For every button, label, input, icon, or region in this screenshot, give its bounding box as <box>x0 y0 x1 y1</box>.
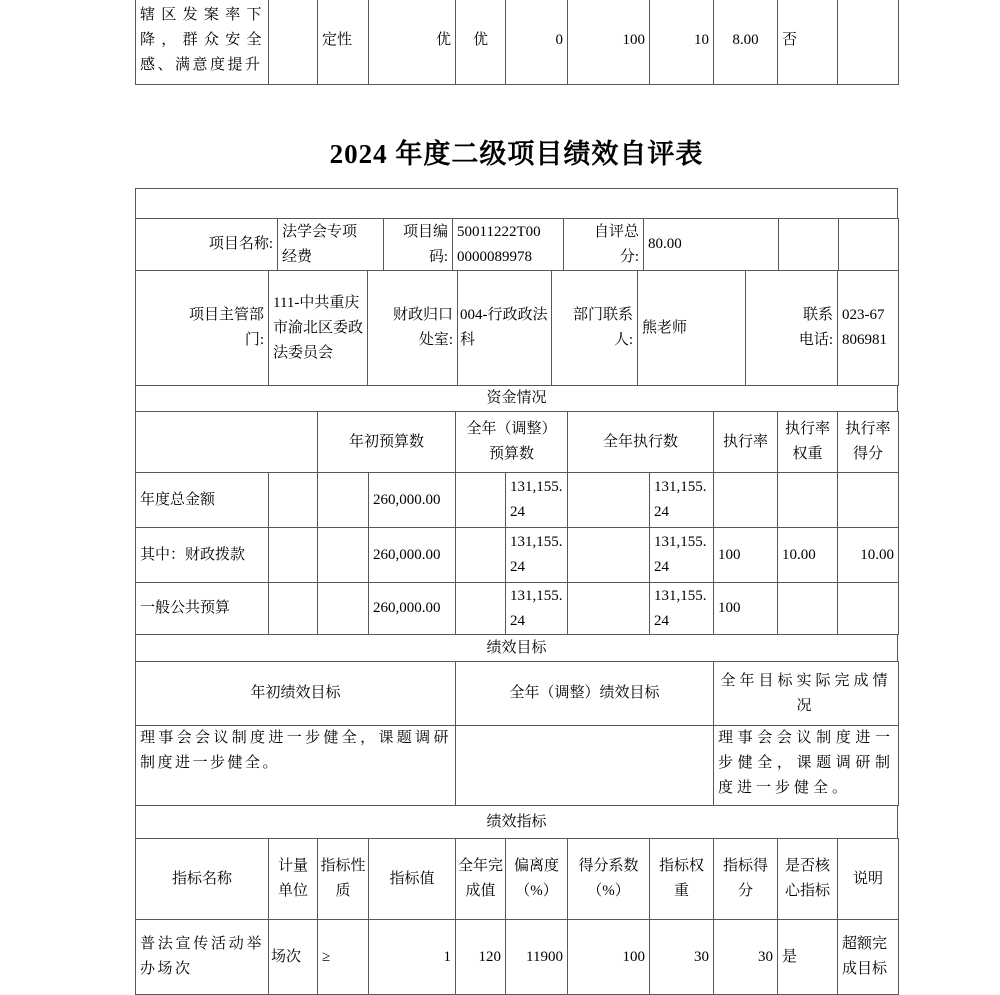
funding-section-title: 资金情况 <box>136 386 898 412</box>
funding-row-public-budget <box>136 583 899 635</box>
goals-section-title-table <box>135 634 898 662</box>
office-value: 004-行政政法科 <box>458 271 552 386</box>
empty-cell <box>136 412 318 473</box>
empty-cell <box>318 473 369 528</box>
indicator-score-cell: 8.00 <box>714 0 778 85</box>
table-row <box>136 189 898 219</box>
funding-rate-score: 10.00 <box>838 528 899 583</box>
goals-section-title: 绩效目标 <box>136 635 898 662</box>
project-code-label: 项目编码: <box>384 219 453 271</box>
funding-row-label: 一般公共预算 <box>136 583 269 635</box>
indicator-weight-cell: 30 <box>650 920 714 995</box>
header-indicator-weight: 指标权重 <box>650 839 714 920</box>
table-row <box>136 219 899 271</box>
self-score-label: 自评总分: <box>564 219 644 271</box>
funding-initial-budget: 260,000.00 <box>369 528 456 583</box>
funding-initial-budget: 260,000.00 <box>369 583 456 635</box>
goals-header-adjusted: 全年（调整）绩效目标 <box>456 662 714 726</box>
funding-adjusted-budget: 131,155.24 <box>506 528 568 583</box>
empty-cell <box>568 473 650 528</box>
header-deviation: 偏离度（%） <box>506 839 568 920</box>
goals-header-row <box>136 662 899 726</box>
indicator-note-cell: 超额完成目标 <box>838 920 899 995</box>
empty-cell <box>839 219 899 271</box>
funding-adjusted-budget: 131,155.24 <box>506 583 568 635</box>
funding-row-label: 年度总金额 <box>136 473 269 528</box>
funding-rate <box>714 473 778 528</box>
funding-adjusted-budget: 131,155.24 <box>506 473 568 528</box>
empty-cell <box>269 583 318 635</box>
indicator-coefficient-cell: 100 <box>568 920 650 995</box>
header-indicator-name: 指标名称 <box>136 839 269 920</box>
table-row <box>136 806 898 839</box>
table-row <box>136 0 899 85</box>
funding-row-fiscal <box>136 528 899 583</box>
goals-content-row <box>136 726 899 806</box>
indicator-deviation-cell: 0 <box>506 0 568 85</box>
indicator-row <box>136 920 899 995</box>
indicator-name-cell: 辖区发案率下降，群众安全感、满意度提升 <box>136 0 269 85</box>
funding-header-adjusted: 全年（调整）预算数 <box>456 412 568 473</box>
department-row-table <box>135 270 899 386</box>
dept-value: 111-中共重庆市渝北区委政法委员会 <box>269 271 368 386</box>
indicator-target-cell: 优 <box>369 0 456 85</box>
indicator-core-cell: 是 <box>778 920 838 995</box>
empty-cell <box>779 219 839 271</box>
header-target-value: 指标值 <box>369 839 456 920</box>
goals-header-actual: 全年目标实际完成情况 <box>714 662 899 726</box>
goals-table <box>135 661 899 806</box>
funding-executed: 131,155.24 <box>650 473 714 528</box>
project-name-row-table <box>135 218 899 271</box>
funding-header-rate: 执行率 <box>714 412 778 473</box>
funding-rate-score <box>838 583 899 635</box>
indicator-deviation-cell: 11900 <box>506 920 568 995</box>
funding-table <box>135 411 899 635</box>
indicator-core-cell: 否 <box>778 0 838 85</box>
indicator-nature-cell: ≥ <box>318 920 369 995</box>
header-note: 说明 <box>838 839 899 920</box>
goals-actual-text: 理事会会议制度进一步健全，课题调研制度进一步健全。 <box>714 726 899 806</box>
funding-header-rate-weight: 执行率权重 <box>778 412 838 473</box>
office-label: 财政归口处室: <box>368 271 458 386</box>
funding-initial-budget: 260,000.00 <box>369 473 456 528</box>
indicator-target-cell: 1 <box>369 920 456 995</box>
goals-initial-text: 理事会会议制度进一步健全，课题调研制度进一步健全。 <box>136 726 456 806</box>
phone-value: 023-67806981 <box>838 271 899 386</box>
funding-section-title-table <box>135 385 898 412</box>
funding-executed: 131,155.24 <box>650 583 714 635</box>
page-title: 2024 年度二级项目绩效自评表 <box>329 139 704 169</box>
funding-rate-score <box>838 473 899 528</box>
funding-rate: 100 <box>714 583 778 635</box>
project-name-label: 项目名称: <box>136 219 278 271</box>
spacer-row-table <box>135 188 898 219</box>
table-row <box>136 635 898 662</box>
funding-rate: 100 <box>714 528 778 583</box>
indicator-nature-cell: 定性 <box>318 0 369 85</box>
table-row <box>136 271 899 386</box>
indicator-completed-cell: 120 <box>456 920 506 995</box>
indicators-table <box>135 838 899 995</box>
empty-cell <box>269 0 318 85</box>
header-completed-value: 全年完成值 <box>456 839 506 920</box>
empty-cell <box>456 473 506 528</box>
funding-header-initial: 年初预算数 <box>318 412 456 473</box>
empty-cell <box>456 583 506 635</box>
indicator-score-cell: 30 <box>714 920 778 995</box>
empty-cell <box>456 528 506 583</box>
header-indicator-score: 指标得分 <box>714 839 778 920</box>
empty-cell <box>136 189 898 219</box>
empty-cell <box>568 528 650 583</box>
self-evaluation-table <box>135 188 898 995</box>
phone-label: 联系电话: <box>746 271 838 386</box>
dept-label: 项目主管部门: <box>136 271 269 386</box>
header-score-coefficient: 得分系数（%） <box>568 839 650 920</box>
funding-header-rate-score: 执行率得分 <box>838 412 899 473</box>
indicator-name-cell: 普法宣传活动举办场次 <box>136 920 269 995</box>
goals-header-initial: 年初绩效目标 <box>136 662 456 726</box>
project-code-value: 50011222T000000089978 <box>453 219 564 271</box>
funding-executed: 131,155.24 <box>650 528 714 583</box>
project-name-value: 法学会专项经费 <box>278 219 384 271</box>
indicator-weight-cell: 10 <box>650 0 714 85</box>
empty-cell <box>568 583 650 635</box>
empty-cell <box>318 528 369 583</box>
funding-header-row <box>136 412 899 473</box>
contact-label: 部门联系人: <box>552 271 638 386</box>
funding-rate-weight <box>778 583 838 635</box>
header-nature: 指标性质 <box>318 839 369 920</box>
indicators-header-row <box>136 839 899 920</box>
funding-rate-weight: 10.00 <box>778 528 838 583</box>
goals-adjusted-text <box>456 726 714 806</box>
funding-row-total <box>136 473 899 528</box>
table-row <box>136 386 898 412</box>
contact-value: 熊老师 <box>638 271 746 386</box>
previous-indicators-table <box>135 0 899 85</box>
indicator-completed-cell: 优 <box>456 0 506 85</box>
empty-cell <box>838 0 899 85</box>
funding-rate-weight <box>778 473 838 528</box>
funding-row-label: 其中：财政拨款 <box>136 528 269 583</box>
funding-header-executed: 全年执行数 <box>568 412 714 473</box>
indicator-coefficient-cell: 100 <box>568 0 650 85</box>
indicator-unit-cell: 场次 <box>269 920 318 995</box>
header-unit: 计量单位 <box>269 839 318 920</box>
indicators-section-title-table <box>135 805 898 839</box>
self-score-value: 80.00 <box>644 219 779 271</box>
empty-cell <box>269 528 318 583</box>
header-is-core: 是否核心指标 <box>778 839 838 920</box>
indicators-section-title: 绩效指标 <box>136 806 898 839</box>
empty-cell <box>318 583 369 635</box>
empty-cell <box>269 473 318 528</box>
